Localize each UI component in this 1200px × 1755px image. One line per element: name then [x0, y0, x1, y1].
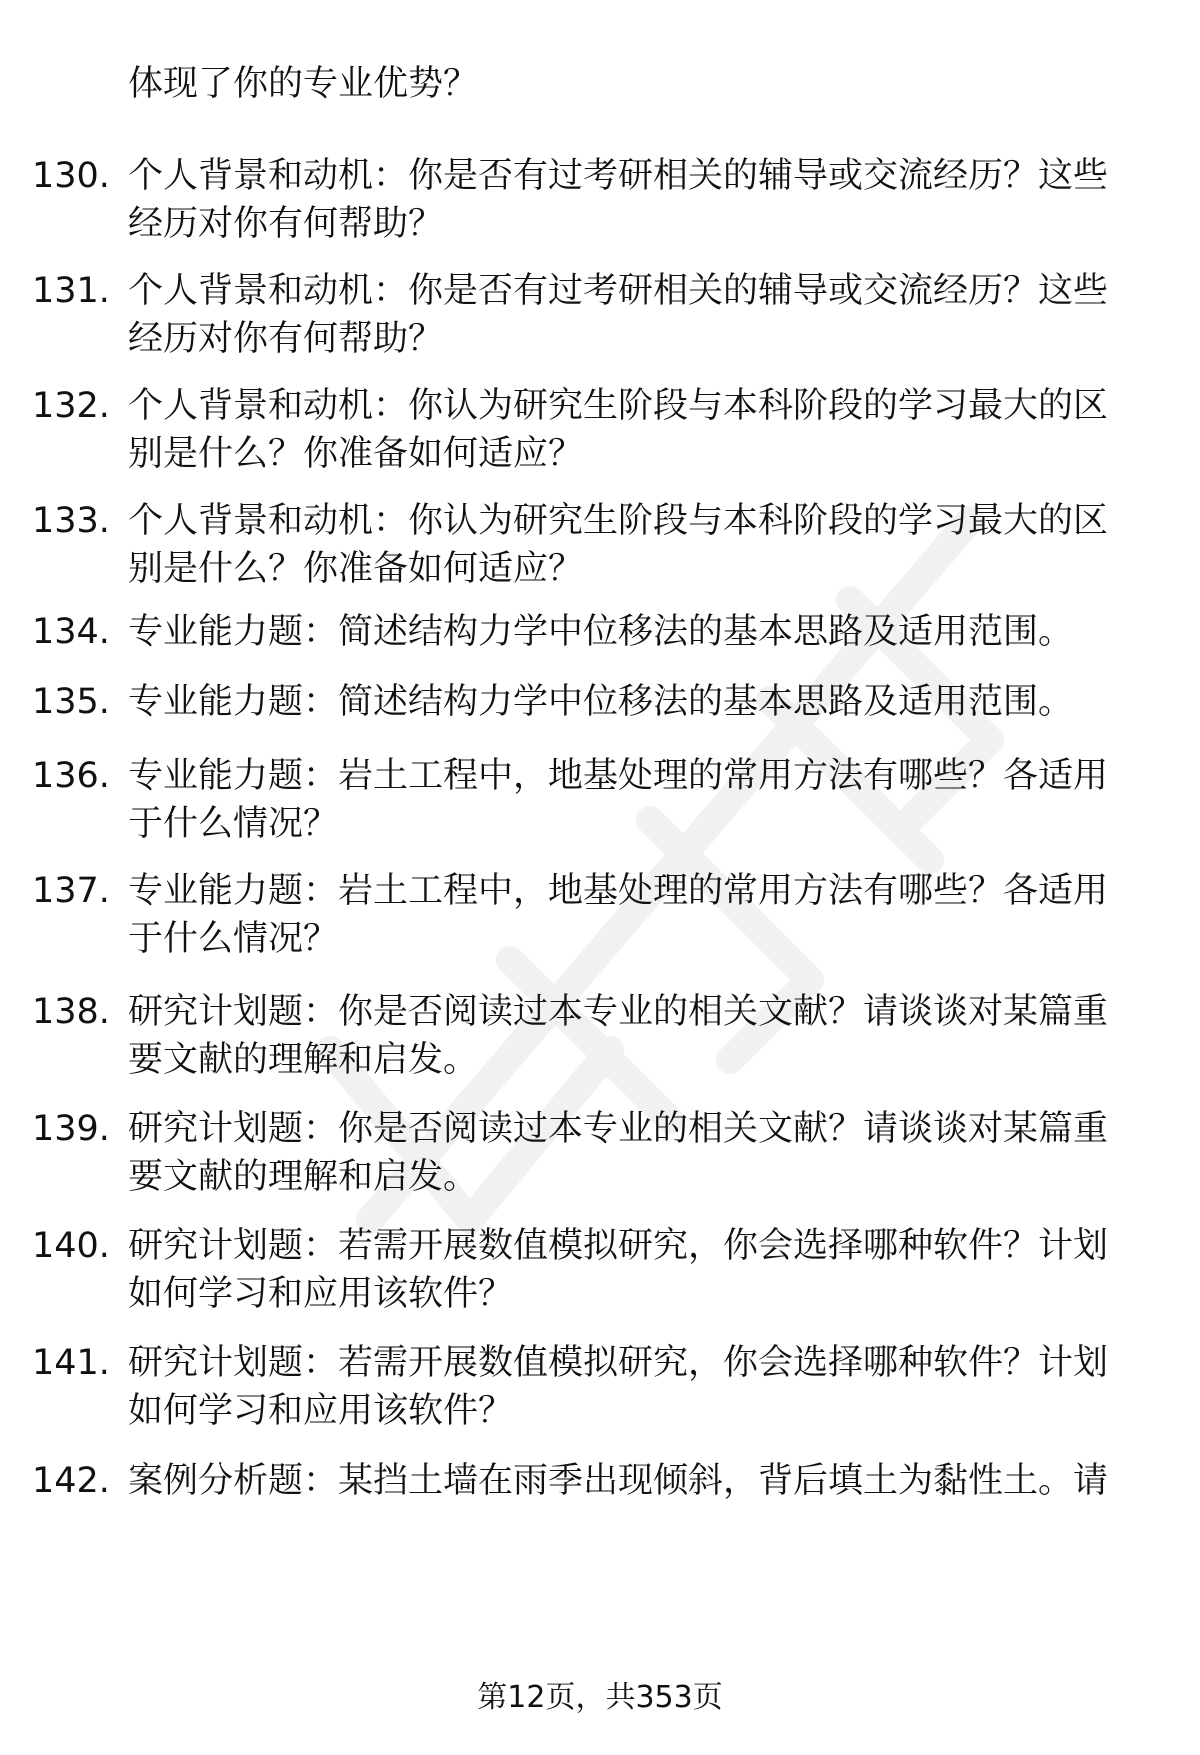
question-number: 138. — [32, 992, 110, 1032]
question-number: 130. — [32, 156, 110, 196]
question-text: 研究计划题：你是否阅读过本专业的相关文献？请谈谈对某篇重 要文献的理解和启发。 — [128, 1109, 1109, 1197]
question-text: 个人背景和动机：你认为研究生阶段与本科阶段的学习最大的区 别是什么？你准备如何适应？ — [128, 386, 1109, 474]
question-text: 研究计划题：你是否阅读过本专业的相关文献？请谈谈对某篇重 要文献的理解和启发。 — [128, 992, 1109, 1080]
question-number: 141. — [32, 1343, 110, 1383]
question-text: 专业能力题：岩土工程中，地基处理的常用方法有哪些？各适用 于什么情况？ — [128, 756, 1109, 844]
question-number: 139. — [32, 1109, 110, 1149]
question-text: 专业能力题：简述结构力学中位移法的基本思路及适用范围。 — [128, 682, 1074, 722]
question-text: 专业能力题：简述结构力学中位移法的基本思路及适用范围。 — [128, 612, 1074, 652]
question-number: 133. — [32, 501, 110, 541]
question-number: 131. — [32, 271, 110, 311]
question-text: 研究计划题：若需开展数值模拟研究，你会选择哪种软件？计划 如何学习和应用该软件？ — [128, 1226, 1109, 1314]
question-text: 专业能力题：岩土工程中，地基处理的常用方法有哪些？各适用 于什么情况？ — [128, 871, 1109, 959]
question-number: 140. — [32, 1226, 110, 1266]
question-number: 142. — [32, 1461, 110, 1501]
question-number: 134. — [32, 612, 110, 652]
question-number: 132. — [32, 386, 110, 426]
question-number: 137. — [32, 871, 110, 911]
question-number: 136. — [32, 756, 110, 796]
question-number: 135. — [32, 682, 110, 722]
question-text: 案例分析题：某挡土墙在雨季出现倾斜，背后填土为黏性土。请 — [128, 1461, 1109, 1501]
question-text: 研究计划题：若需开展数值模拟研究，你会选择哪种软件？计划 如何学习和应用该软件？ — [128, 1343, 1109, 1431]
question-text: 个人背景和动机：你认为研究生阶段与本科阶段的学习最大的区 别是什么？你准备如何适应？ — [128, 501, 1109, 589]
question-text: 个人背景和动机：你是否有过考研相关的辅导或交流经历？这些 经历对你有何帮助？ — [128, 271, 1109, 359]
continuation-text: 体现了你的专业优势？ — [128, 64, 479, 104]
page-footer: 第12页，共353页 — [477, 1680, 723, 1715]
question-text: 个人背景和动机：你是否有过考研相关的辅导或交流经历？这些 经历对你有何帮助？ — [128, 156, 1109, 244]
